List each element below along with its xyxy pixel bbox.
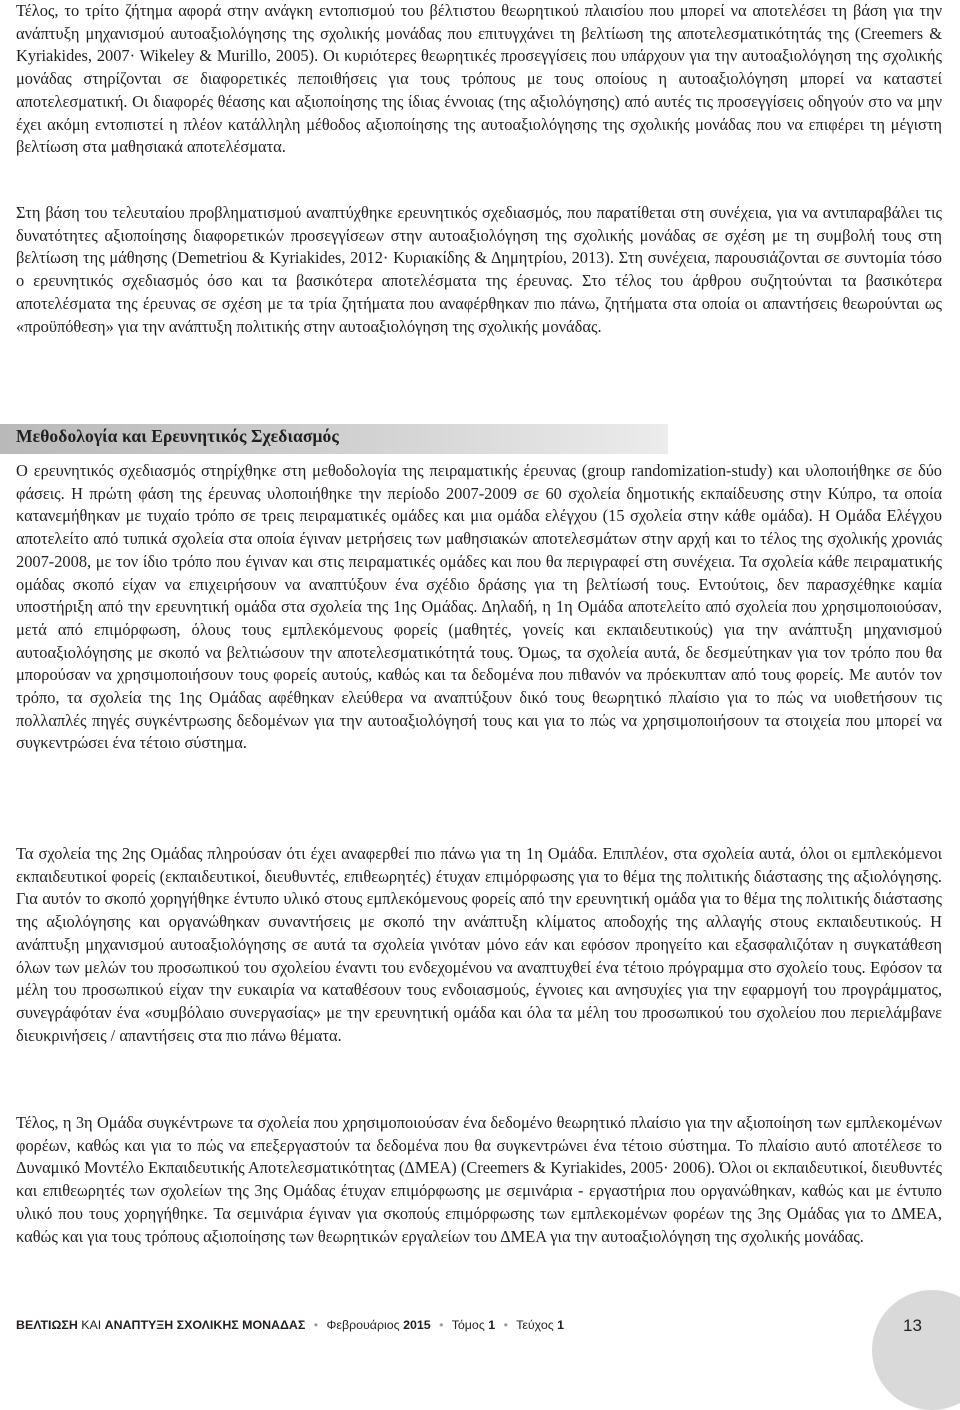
footer-title-conjunction: ΚΑΙ — [81, 1318, 102, 1332]
footer-bullet: • — [439, 1318, 444, 1332]
body-paragraph-3: Ο ερευνητικός σχεδιασμός στηρίχθηκε στη μεθοδολογία της πειραματικής έρευνας (group randomization-study) και υλοποιήθηκε σε δύο φάσεις. Η πρώτη φάση της έρευνας υλοποιήθηκε την περίοδο 2007-2009 σε 60 σχολεία δημοτικής εκπαίδευσης στην Κύπρο, τα οποία κατανεμήθηκαν με τυχαίο τρόπο σε τρεις πειραματικές ομάδες και μια ομάδα ελέγχου (15 σχολεία στην κάθε ομάδα). Η Ομάδα Ελέγχου αποτελείτο από τυπικά σχολεία στα οποία έγιναν μετρήσεις των μαθησιακών αποτελεσμάτων στην αρχή και το τέλος της σχολικής χρονιάς 2007-2008, με τον ίδιο τρόπο που έγιναν και στις πειραματικές ομάδες και που θα περιγραφεί στη συνέχεια. Τα σχολεία κάθε πειραματικής ομάδας σκοπό είχαν να επιχειρήσουν να αναπτύξουν ένα σχέδιο δράσης για τη βελτίωσή τους. Εντούτοις, δεν παρασχέθηκε καμία υποστήριξη από την ερευνητική ομάδα στα σχολεία της 1ης Ομάδας. Δηλαδή, η 1η Ομάδα αποτελείτο από σχολεία που χρησιμοποιούσαν, μετά από επιμόρφωση, όλους τους εμπλεκόμενους φορείς (μαθητές, γονείς και εκπαιδευτικούς) για την ανάπτυξη μηχανισμού αυτοαξιολόγησης με σκοπό να βελτιώσουν την αποτελεσματικότητά τους. Όμως, τα σχολεία αυτά, δε δεσμεύτηκαν για τον τρόπο που θα μπορούσαν να χρησιμοποιήσουν τους φορείς αυτούς, καθώς και τα δεδομένα που πιθανόν να πρόεκυπταν από τους φορείς. Με αυτόν τον τρόπο, τα σχολεία της 1ης Ομάδας αφέθηκαν ελεύθερα να αναπτύξουν δικό τους θεωρητικό πλαίσιο για το πώς να υιοθετήσουν τις πολλαπλές πηγές συγκέντρωσης δεδομένων για την αυτοαξιολόγησή τους και για το πώς να χρησιμοποιήσουν τα στοιχεία που μπορεί να συγκεντρώσει ένα τέτοιο σύστημα. — [16, 461, 942, 753]
footer-title-part-1: ΒΕΛΤΙΩΣΗ — [16, 1318, 78, 1332]
footer-issue-number: 1 — [557, 1318, 565, 1332]
footer-bullet: • — [503, 1318, 508, 1332]
footer-issue-label: Τεύχος — [516, 1318, 554, 1332]
footer-year: 2015 — [403, 1318, 431, 1332]
running-footer — [16, 1318, 564, 1332]
footer-month: Φεβρουάριος — [326, 1318, 400, 1332]
page-number-disc — [872, 1290, 960, 1410]
footer-volume-label: Τόμος — [451, 1318, 485, 1332]
body-paragraph-1: Τέλος, το τρίτο ζήτημα αφορά στην ανάγκη εντοπισμού του βέλτιστου θεωρητικού πλαισίου που μπορεί να αποτελέσει τη βάση για την ανάπτυξη μηχανισμού αυτοαξιολόγησης της σχολικής μονάδας που επιτυγχάνει τη βελτίωση της αποτελεσματικότητάς της (Creemers & Kyriakides, 2007· Wikeley & Murillo, 2005). Οι κυριότερες θεωρητικές προσεγγίσεις που υπάρχουν για την αυτοαξιολόγηση της σχολικής μονάδας στηρίζονται σε διαφορετικές πεποιθήσεις για τους τρόπους με τους οποίους η αυτοαξιολόγηση μπορεί να καταστεί αποτελεσματική. Οι διαφορές θέασης και αξιοποίησης της ίδιας έννοιας (της αξιολόγησης) από αυτές τις προσεγγίσεις οδηγούν στο να μην έχει ακόμη εντοπιστεί η πλέον κατάλληλη μέθοδος αξιοποίησης της αυτοαξιολόγησης της σχολικής μονάδας που να επιφέρει τη μέγιστη βελτίωση στα μαθησιακά αποτελέσματα. — [16, 1, 942, 157]
page-number: 13 — [903, 1316, 922, 1335]
body-paragraph-4: Τα σχολεία της 2ης Ομάδας πληρούσαν ότι έχει αναφερθεί πιο πάνω για τη 1η Ομάδα. Επιπλέον, στα σχολεία αυτά, όλοι οι εμπλεκόμενοι εκπαιδευτικοί φορείς (εκπαιδευτικοί, διευθυντές, επιθεωρητές) έτυχαν επιμόρφωσης για το θέμα της πολιτικής διάστασης της αξιολόγησης. Για αυτόν το σκοπό χορηγήθηκε έντυπο υλικό στους εμπλεκόμενους φορείς από την ερευνητική ομάδα για το θέμα της πολιτικής διάστασης της αξιολόγησης και οργανώθηκαν συναντήσεις με σκοπό την ανάπτυξη κλίματος αποδοχής της αλλαγής στους εκπαιδευτικούς. Η ανάπτυξη μηχανισμού αυτοαξιολόγησης σε αυτά τα σχολεία γινόταν μόνο εάν και εφόσον προηγείτο και εξασφαλιζόταν η συγκατάθεση όλων των μελών του προσωπικού του σχολείου έναντι του ενδεχομένου να αναπτυχθεί ένα τέτοιο πρόγραμμα στο σχολείο τους. Εφόσον τα μέλη του προσωπικού είχαν την ευκαιρία να καταθέσουν τους ενδοιασμούς, έγνοιες και ανησυχίες για την εφαρμογή του προγράμματος, συνεγράφόταν ένα «συμβόλαιο συνεργασίας» με την ερευνητική ομάδα και όλα τα μέλη του προσωπικού του σχολείου που περιελάμβανε διευκρινήσεις / απαντήσεις στα πιο πάνω θέματα. — [16, 844, 942, 1045]
footer-volume-number: 1 — [488, 1318, 496, 1332]
body-paragraph-5: Τέλος, η 3η Ομάδα συγκέντρωνε τα σχολεία που χρησιμοποιούσαν ένα δεδομένο θεωρητικό πλαίσιο για την αξιοποίηση των εμπλεκομένων φορέων, καθώς και για το πώς να επεξεργαστούν τα δεδομένα που θα συγκεντρώνει ένα τέτοιο σύστημα. Το πλαίσιο αυτό αποτέλεσε το Δυναμικό Μοντέλο Εκπαιδευτικής Αποτελεσματικότητας (ΔΜΕΑ) (Creemers & Kyriakides, 2005· 2006). Όλοι οι εκπαιδευτικοί, διευθυντές και επιθεωρητές των σχολείων της 3ης Ομάδας έτυχαν επιμόρφωσης με σεμινάρια - εργαστήρια που οργανώθηκαν, καθώς και με έντυπο υλικό που τους χορηγήθηκε. Τα σεμινάρια έγιναν για σκοπούς επιμόρφωσης των εμπλεκομένων φορέων της 3ης Ομάδας για το ΔΜΕΑ, καθώς και για τους τρόπους αξιοποίησης των θεωρητικών εργαλείων του ΔΜΕΑ για την αυτοαξιολόγηση της σχολικής μονάδας. — [16, 1113, 942, 1246]
body-paragraph-2: Στη βάση του τελευταίου προβληματισμού αναπτύχθηκε ερευνητικός σχεδιασμός, που παρατίθεται στη συνέχεια, για να αντιπαραβάλει τις δυνατότητες αξιοποίησης διαφορετικών προσεγγίσεων στην αυτοαξιολόγηση της σχολικής μονάδας σε σχέση με τη συμβολή τους στη βελτίωση της μάθησης (Demetriou & Kyriakides, 2012· Κυριακίδης & Δημητρίου, 2013). Στη συνέχεια, παρουσιάζονται σε συντομία τόσο ο ερευνητικός σχεδιασμός όσο και τα βασικότερα αποτελέσματα της έρευνας. Στο τέλος του άρθρου συζητούνται τα βασικότερα αποτελέσματα της έρευνας σε σχέση με τα τρία ζητήματα που αναφέρθηκαν πιο πάνω, ζητήματα στα οποία οι απαντήσεις θεωρούνται ως «προϋπόθεση» για την ανάπτυξη πολιτικής στην αυτοαξιολόγηση της σχολικής μονάδας. — [16, 203, 942, 336]
footer-bullet: • — [313, 1318, 319, 1332]
footer-title-part-2: ΑΝΑΠΤΥΞΗ ΣΧΟΛΙΚΗΣ ΜΟΝΑΔΑΣ — [104, 1318, 306, 1332]
section-heading: Μεθοδολογία και Ερευνητικός Σχεδιασμός — [16, 426, 339, 446]
